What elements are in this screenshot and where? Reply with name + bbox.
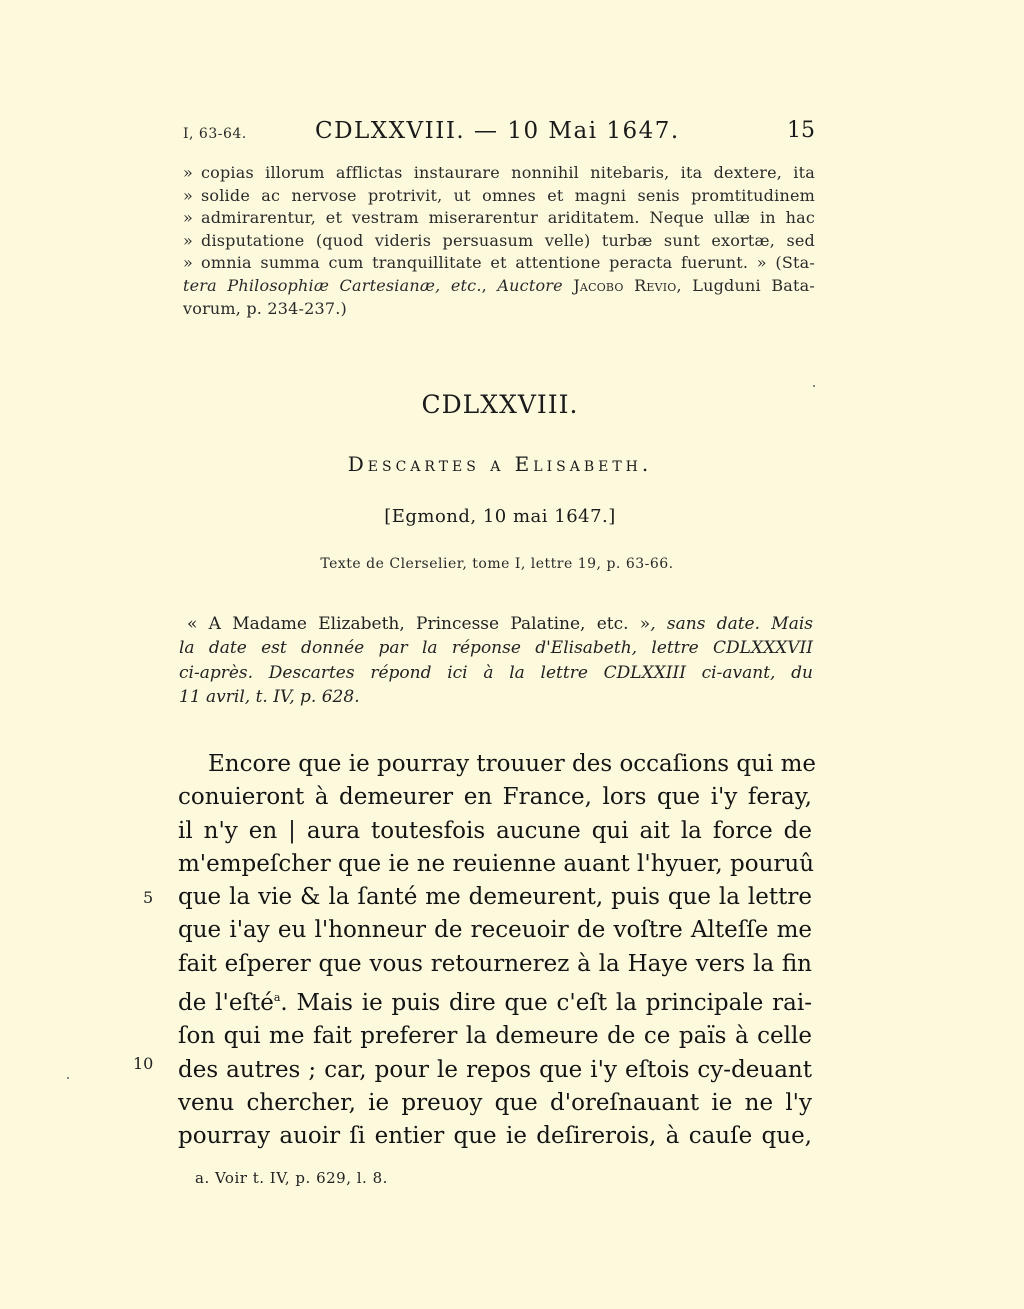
letter-body — [178, 748, 817, 1154]
body-line: pourray auoir ſi entier que ie deſirerois, à cauſe que, — [178, 1123, 812, 1150]
paper-speck — [67, 1077, 69, 1079]
running-head — [183, 118, 815, 148]
running-head-title: CDLXXVIII. — 10 Mai 1647. — [315, 118, 680, 144]
letter-title: Descartes a Elisabeth. — [347, 452, 653, 476]
letter-source: Texte de Clerselier, tome I, lettre 19, p. 63-66. — [320, 556, 674, 572]
note-line: la date est donnée par la réponse d'Elisabeth, lettre CDLXXXVII — [179, 638, 813, 659]
quote-line: vorum, p. 234-237.) — [183, 298, 347, 318]
running-head-reference: I, 63-64. — [183, 126, 247, 142]
page-number: 15 — [787, 118, 815, 143]
body-line: des autres ; car, pour le repos que i'y eſtois cy-deuant — [178, 1056, 812, 1083]
body-line: de l'eſté$^a$. Mais ie puis dire que c'eſt la principale rai- — [178, 990, 812, 1017]
line-number: 10 — [133, 1054, 154, 1073]
body-line: ſon qui me fait preferer la demeure de ce païs à celle — [178, 1023, 812, 1050]
note-line: « A Madame Elizabeth, Princesse Palatine, etc. », sans date. Mais — [187, 614, 813, 634]
footnote: a. Voir t. IV, p. 629, l. 8. — [195, 1169, 388, 1187]
quote-line: » copias illorum afflictas instaurare nonnihil nitebaris, ita dextere, ita — [183, 163, 815, 182]
editor-note — [179, 612, 813, 709]
note-line: ci-après. Descartes répond ici à la lettre CDLXXIII ci-avant, du — [179, 662, 813, 683]
body-line: Encore que ie pourray trouuer des occaſions qui me — [208, 751, 817, 777]
footnote-marker: a — [273, 991, 281, 1005]
quote-line: » solide ac nervose protrivit, ut omnes et magni senis promtitudinem — [183, 185, 815, 205]
body-line: que i'ay eu l'honneur de receuoir de voſtre Alteſſe me — [178, 917, 812, 944]
body-line: m'empeſcher que ie ne reuienne auant l'hyuer, pouruû — [178, 850, 815, 877]
body-line: fait eſperer que vous retournerez à la Haye vers la fin — [178, 950, 812, 977]
body-line: il n'y en | aura toutesfois aucune qui ait la force de — [178, 817, 812, 844]
line-number: 5 — [143, 888, 154, 907]
body-line: que la vie & la ſanté me demeurent, puis que la lettre — [178, 884, 812, 911]
note-line: 11 avril, t. IV, p. 628. — [179, 686, 360, 707]
quote-line: » omnia summa cum tranquillitate et attentione peracta fuerunt. » (Sta- — [183, 253, 815, 273]
body-line: venu chercher, ie preuoy que d'oreſnauant ie ne l'y — [178, 1089, 812, 1116]
quote-line: tera Philosophiæ Cartesianæ, etc., Auctore Jacobo Revio, Lugduni Bata- — [183, 275, 815, 295]
paper-speck — [813, 385, 815, 387]
quote-line: » disputatione (quod videris persuasum velle) turbæ sunt exortæ, sed — [183, 230, 815, 250]
quote-continuation — [183, 162, 815, 320]
letter-place-date: [Egmond, 10 mai 1647.] — [384, 506, 616, 527]
body-line: conuieront à demeurer en France, lors que i'y feray, — [178, 784, 812, 811]
quote-line: » admirarentur, et vestram miserarentur ariditatem. Neque ullæ in hac — [183, 208, 815, 228]
letter-number: CDLXXVIII. — [421, 390, 579, 419]
